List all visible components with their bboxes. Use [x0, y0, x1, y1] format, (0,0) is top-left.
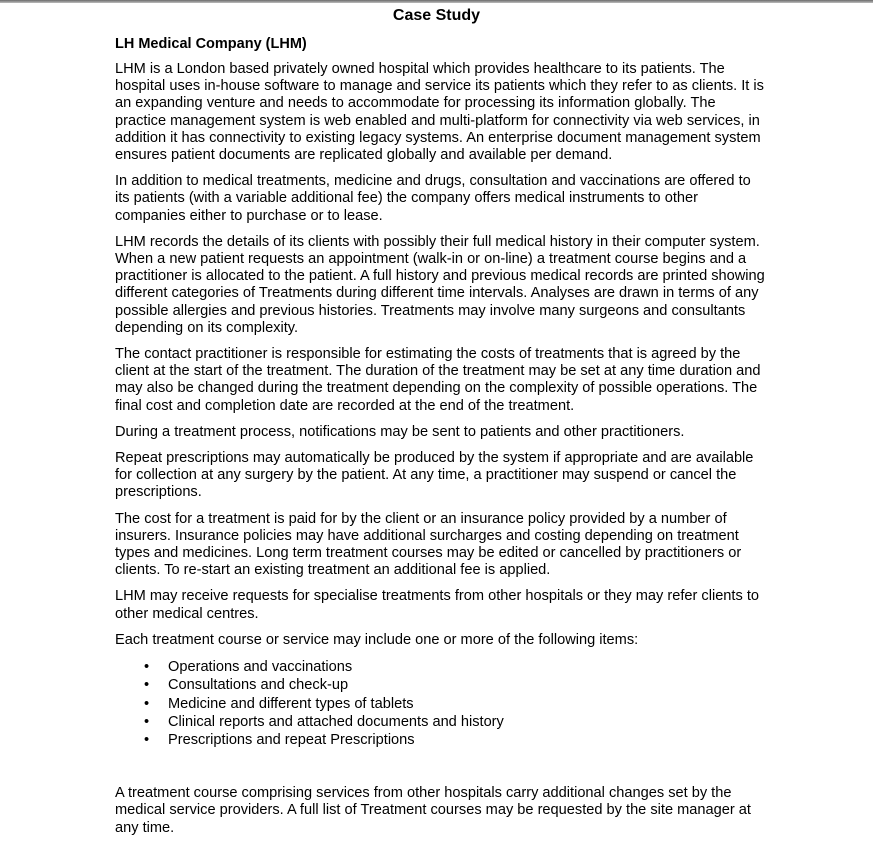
paragraph-prescriptions: Repeat prescriptions may automatically be produced by the system if appropriate and are available for collection at any surgery by the patient. At any time, a practitioner may suspend or cancel the prescriptions. — [115, 450, 754, 501]
paragraph-costs: The contact practitioner is responsible for estimating the costs of treatments that is agreed by the client at the start of the treatment. The duration of the treatment may be set at any time duration and may also be changed during the treatment depending on the complexity of possible operations. The final cost and completion date are recorded at the end of the treatment. — [115, 346, 761, 414]
paragraph-overview: LHM is a London based privately owned hospital which provides healthcare to its patients. The hospital uses in-house software to manage and service its patients which they refer to as clients. It is an expanding venture and needs to accommodate for processing its information globally. The practice management system is web enabled and multi-platform for connectivity via web services, in addition it has connectivity to existing legacy systems. An enterprise document management system ensures patient documents are replicated globally and available per demand. — [115, 61, 764, 164]
bullet-icon: • — [144, 713, 150, 730]
list-item — [115, 695, 765, 713]
list-item — [115, 676, 765, 694]
list-item-text: Consultations and check-up — [168, 677, 349, 694]
paragraph-payment: The cost for a treatment is paid for by the client or an insurance policy provided by a number of insurers. Insurance policies may have additional surcharges and costing depending on treatment types and medicines. Long term treatment courses may be edited or cancelled by practitioners or clients. To re-start an existing treatment an additional fee is applied. — [115, 510, 742, 579]
paragraph-records: LHM records the details of its clients with possibly their full medical history in their computer system. When a new patient requests an appointment (walk-in or on-line) a treatment course begins and a practitioner is allocated to the patient. A full history and previous medical records are printed showing different categories of Treatments during different time intervals. Analyses are drawn in terms of any possible allergies and previous histories. Treatments may involve many surgeons and consultants depending on its complexity. — [115, 233, 765, 336]
treatment-items-list — [115, 658, 765, 749]
paragraph-items-intro: Each treatment course or service may include one or more of the following items: — [115, 631, 639, 648]
list-item-text: Operations and vaccinations — [168, 659, 353, 676]
paragraph-notifications: During a treatment process, notifications may be sent to patients and other practitioners. — [115, 423, 685, 440]
list-item-text: Clinical reports and attached documents and history — [168, 713, 504, 730]
paragraph-closing: A treatment course comprising services from other hospitals carry additional changes set by the medical service providers. A full list of Treatment courses may be requested by the site manager at any time. — [115, 785, 751, 836]
page-title: Case Study — [392, 7, 481, 24]
bullet-icon: • — [144, 695, 150, 712]
bullet-icon: • — [144, 659, 150, 676]
bullet-icon: • — [144, 731, 150, 748]
company-heading: LH Medical Company (LHM) — [115, 36, 307, 52]
paragraph-referrals: LHM may receive requests for specialise treatments from other hospitals or they may refer clients to other medical centres. — [115, 588, 759, 622]
list-item-text: Prescriptions and repeat Prescriptions — [168, 731, 415, 748]
bullet-icon: • — [144, 677, 150, 694]
list-item-text: Medicine and different types of tablets — [168, 695, 414, 712]
paragraph-services: In addition to medical treatments, medicine and drugs, consultation and vaccinations are offered to its patients (with a variable additional fee) the company offers medical instruments to other companies either to purchase or to lease. — [115, 173, 751, 224]
list-item — [115, 658, 765, 676]
document-body — [115, 61, 765, 846]
top-border-rule — [0, 0, 873, 3]
list-item — [115, 713, 765, 731]
list-item — [115, 731, 765, 749]
